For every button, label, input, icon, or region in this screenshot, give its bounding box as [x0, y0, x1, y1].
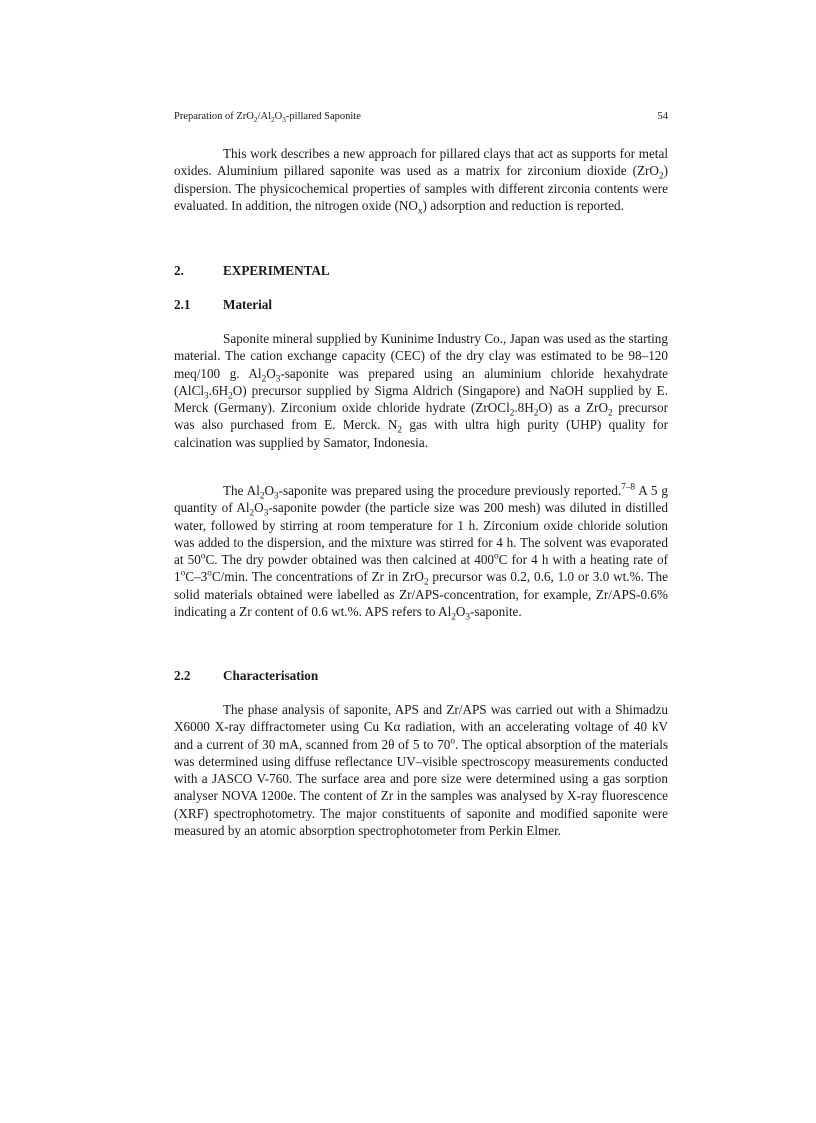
- subsection-number: 2.2: [174, 668, 191, 683]
- preparation-paragraph: The $Al_2O_3$-saponite was prepared using the procedure previously reported.$^{7-8}$ A 5 g quantity of $Al_2O_3$-saponite powder (the particle size was 200 mesh) was diluted in distilled water, followed by stirring at room temperature for 1 h. Zirconium oxide chloride solution was added to the dispersion, and the mixture was stirred for 4 h. The solvent was evaporated at 50$^o$C. The dry powder obtained was then calcined at 400$^o$C for 4 h with a heating rate of 1$^o$C–3$^o$C/min. The concentrations of Zr in ZrO$_2$ precursor was 0.2, 0.6, 1.0 or 3.0 wt.%. The solid materials obtained were labelled as Zr/APS-concentration, for example, Zr/APS-0.6% indicating a Zr content of 0.6 wt.%. APS refers to $Al_2O_3$-saponite.: [174, 481, 669, 622]
- page-number: 54: [657, 111, 668, 122]
- subsection-title: Characterisation: [223, 668, 319, 683]
- intro-paragraph: This work describes a new approach for pillared clays that act as supports for metal oxides. Aluminium pillared saponite was used as a matrix for zirconium dioxide (ZrO$_2$) dispersion. The physicochemical properties of samples with different zirconia contents were evaluated. In addition, the nitrogen oxide $(NO_x)$ adsorption and reduction is reported.: [174, 146, 668, 216]
- citation-superscript: 7–8: [621, 481, 636, 492]
- running-title: Preparation of $ZrO_2/Al_2O_3$-pillared Saponite: [174, 111, 361, 125]
- subsection-heading-characterisation: [174, 667, 668, 684]
- characterisation-paragraph: The phase analysis of saponite, APS and Zr/APS was carried out with a Shimadzu X6000 X-ray diffractometer using Cu Kα radiation, with an accelerating voltage of 40 kV and a current of 30 mA, scanned from 2θ of 5 to 70$^o$. The optical absorption of the materials was determined using diffuse reflectance UV–visible spectroscopy measurements conducted with a JASCO V-760. The surface area and pore size were determined using a gas sorption analyser NOVA 1200e. The content of Zr in the samples was analysed by X-ray fluorescence (XRF) spectrophotometry. The major constituents of saponite and modified saponite were measured by an atomic absorption spectrophotometer from Perkin Elmer.: [174, 702, 668, 839]
- subsection-number: 2.1: [174, 297, 191, 312]
- section-heading-experimental: [174, 262, 668, 279]
- section-number: 2.: [174, 263, 184, 278]
- subsection-heading-material: [174, 296, 668, 313]
- subsection-title: Material: [223, 297, 273, 312]
- material-paragraph: Saponite mineral supplied by Kuninime Industry Co., Japan was used as the starting material. The cation exchange capacity (CEC) of the dry clay was estimated to be 98–120 meq/100 g. $Al_2O_3$-saponite was prepared using an aluminium chloride hexahydrate $(AlCl_3.6H_2O)$ precursor supplied by Sigma Aldrich (Singapore) and NaOH supplied by E. Merck (Germany). Zirconium oxide chloride hydrate $(ZrOCl_2.8H_2O)$ as a ZrO$_2$ precursor was also purchased from E. Merck. $N_2$ gas with ultra high purity (UHP) quality for calcination was supplied by Samator, Indonesia.: [174, 331, 668, 450]
- section-title: EXPERIMENTAL: [223, 263, 330, 278]
